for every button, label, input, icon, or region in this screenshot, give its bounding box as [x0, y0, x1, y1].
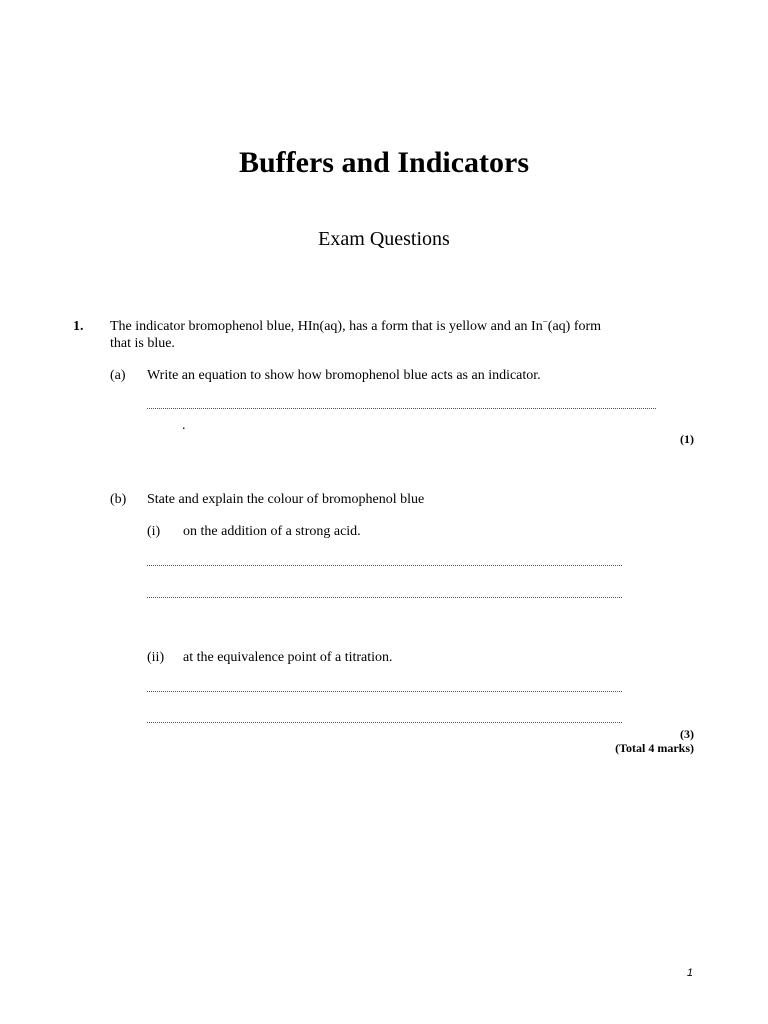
part-a-prompt: Write an equation to show how bromophenol blue acts as an indicator.	[147, 368, 541, 383]
answer-line-a-trailing-dot: .	[182, 418, 186, 433]
part-b-i-label: (i)	[147, 524, 161, 539]
question-stem-line2: that is blue.	[110, 336, 175, 351]
part-b-ii-prompt: at the equivalence point of a titration.	[183, 650, 393, 665]
stem-superscript-minus: −	[542, 316, 548, 327]
part-a-label: (a)	[110, 368, 126, 383]
answer-line-b-i-1[interactable]	[147, 564, 622, 566]
page-title: Buffers and Indicators	[238, 146, 530, 179]
page-subtitle: Exam Questions	[318, 228, 450, 250]
page-number: 1	[686, 967, 693, 979]
answer-line-a1[interactable]	[147, 407, 656, 409]
answer-line-b-i-2[interactable]	[147, 596, 622, 598]
stem-text-a: The indicator bromophenol blue, HIn(aq), has a form that is yellow and an In	[110, 319, 543, 334]
stem-text-b: (aq) form	[547, 319, 602, 334]
answer-line-b-ii-2[interactable]	[147, 721, 622, 723]
question-number: 1.	[73, 319, 84, 334]
answer-line-b-ii-1[interactable]	[147, 690, 622, 692]
part-b-label: (b)	[110, 492, 127, 507]
part-a-marks: (1)	[680, 432, 694, 446]
part-b-i-prompt: on the addition of a strong acid.	[183, 524, 361, 539]
total-marks: (Total 4 marks)	[615, 741, 694, 755]
question-stem-line1	[110, 318, 601, 335]
part-b-prompt: State and explain the colour of bromophenol blue	[147, 492, 425, 507]
part-b-ii-label: (ii)	[147, 650, 165, 665]
part-b-marks: (3)	[680, 727, 694, 741]
